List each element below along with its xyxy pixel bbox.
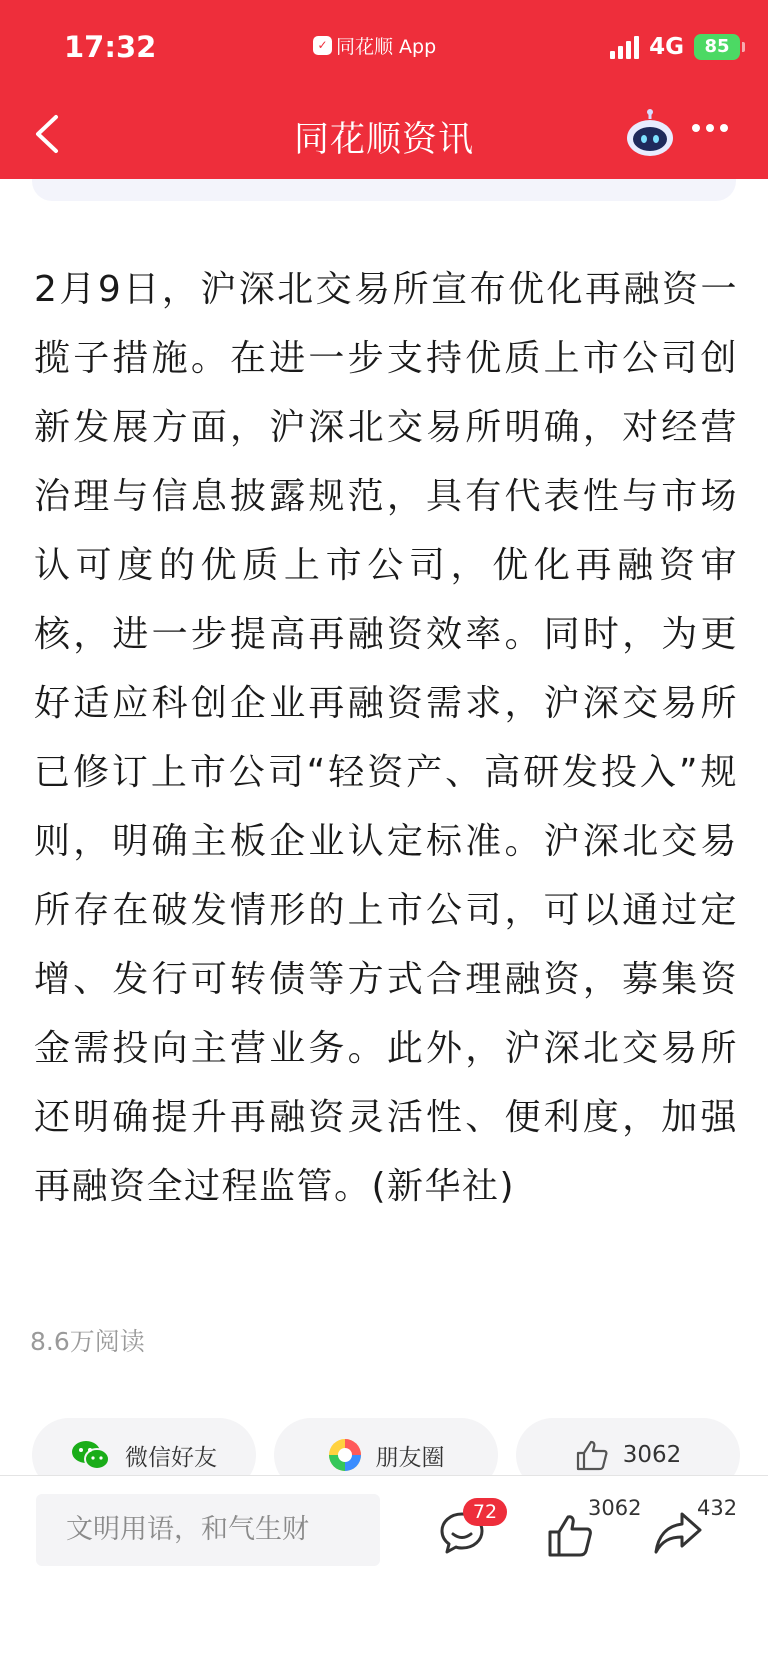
thumbs-up-icon[interactable] (546, 1512, 594, 1558)
share-wechat-label: 微信好友 (125, 1444, 217, 1471)
summary-card-bottom (32, 179, 736, 201)
status-time: 17:32 (64, 30, 157, 64)
bottom-action-bar (0, 1476, 768, 1663)
comment-count-badge: 72 (463, 1498, 507, 1526)
moments-icon (328, 1438, 362, 1472)
page-title: 同花顺资讯 (293, 120, 474, 160)
app-logo-icon: ✓ (313, 36, 332, 55)
share-count: 432 (697, 1496, 738, 1520)
status-indicators (610, 34, 740, 60)
more-dots-icon[interactable] (692, 124, 728, 132)
comment-input[interactable]: 文明用语，和气生财 (36, 1494, 380, 1566)
robot-icon[interactable] (624, 108, 676, 158)
battery-level: 85 (704, 36, 730, 57)
thumbs-up-icon (575, 1439, 609, 1471)
wechat-icon (71, 1439, 111, 1471)
bottom-like-count: 3062 (588, 1496, 642, 1520)
battery-icon (694, 34, 740, 60)
network-type: 4G (649, 34, 684, 60)
signal-icon (610, 35, 639, 59)
status-app-indicator[interactable] (313, 32, 436, 59)
status-app-name: 同花顺 App (336, 36, 437, 58)
article-body: 2月9日，沪深北交易所宣布优化再融资一揽子措施。在进一步支持优质上市公司创新发展方面，沪深北交易所明确，对经营治理与信息披露规范，具有代表性与市场认可度的优质上市公司，优化再融资审核，进一步提高再融资效率。同时，为更好适应科创企业再融资需求，沪深交易所已修订上市公司“轻资产、高研发投入”规则，明确主板企业认定标准。沪深北交易所存在破发情形的上市公司，可以通过定增、发行可转债等方式合理融资，募集资金需投向主营业务。此外，沪深北交易所还明确提升再融资灵活性、便利度，加强再融资全过程监管。(新华社) (34, 269, 738, 1207)
share-moments-label: 朋友圈 (375, 1444, 445, 1471)
read-count: 8.6万阅读 (30, 1327, 145, 1356)
like-count: 3062 (622, 1442, 682, 1468)
app-header (0, 0, 768, 179)
